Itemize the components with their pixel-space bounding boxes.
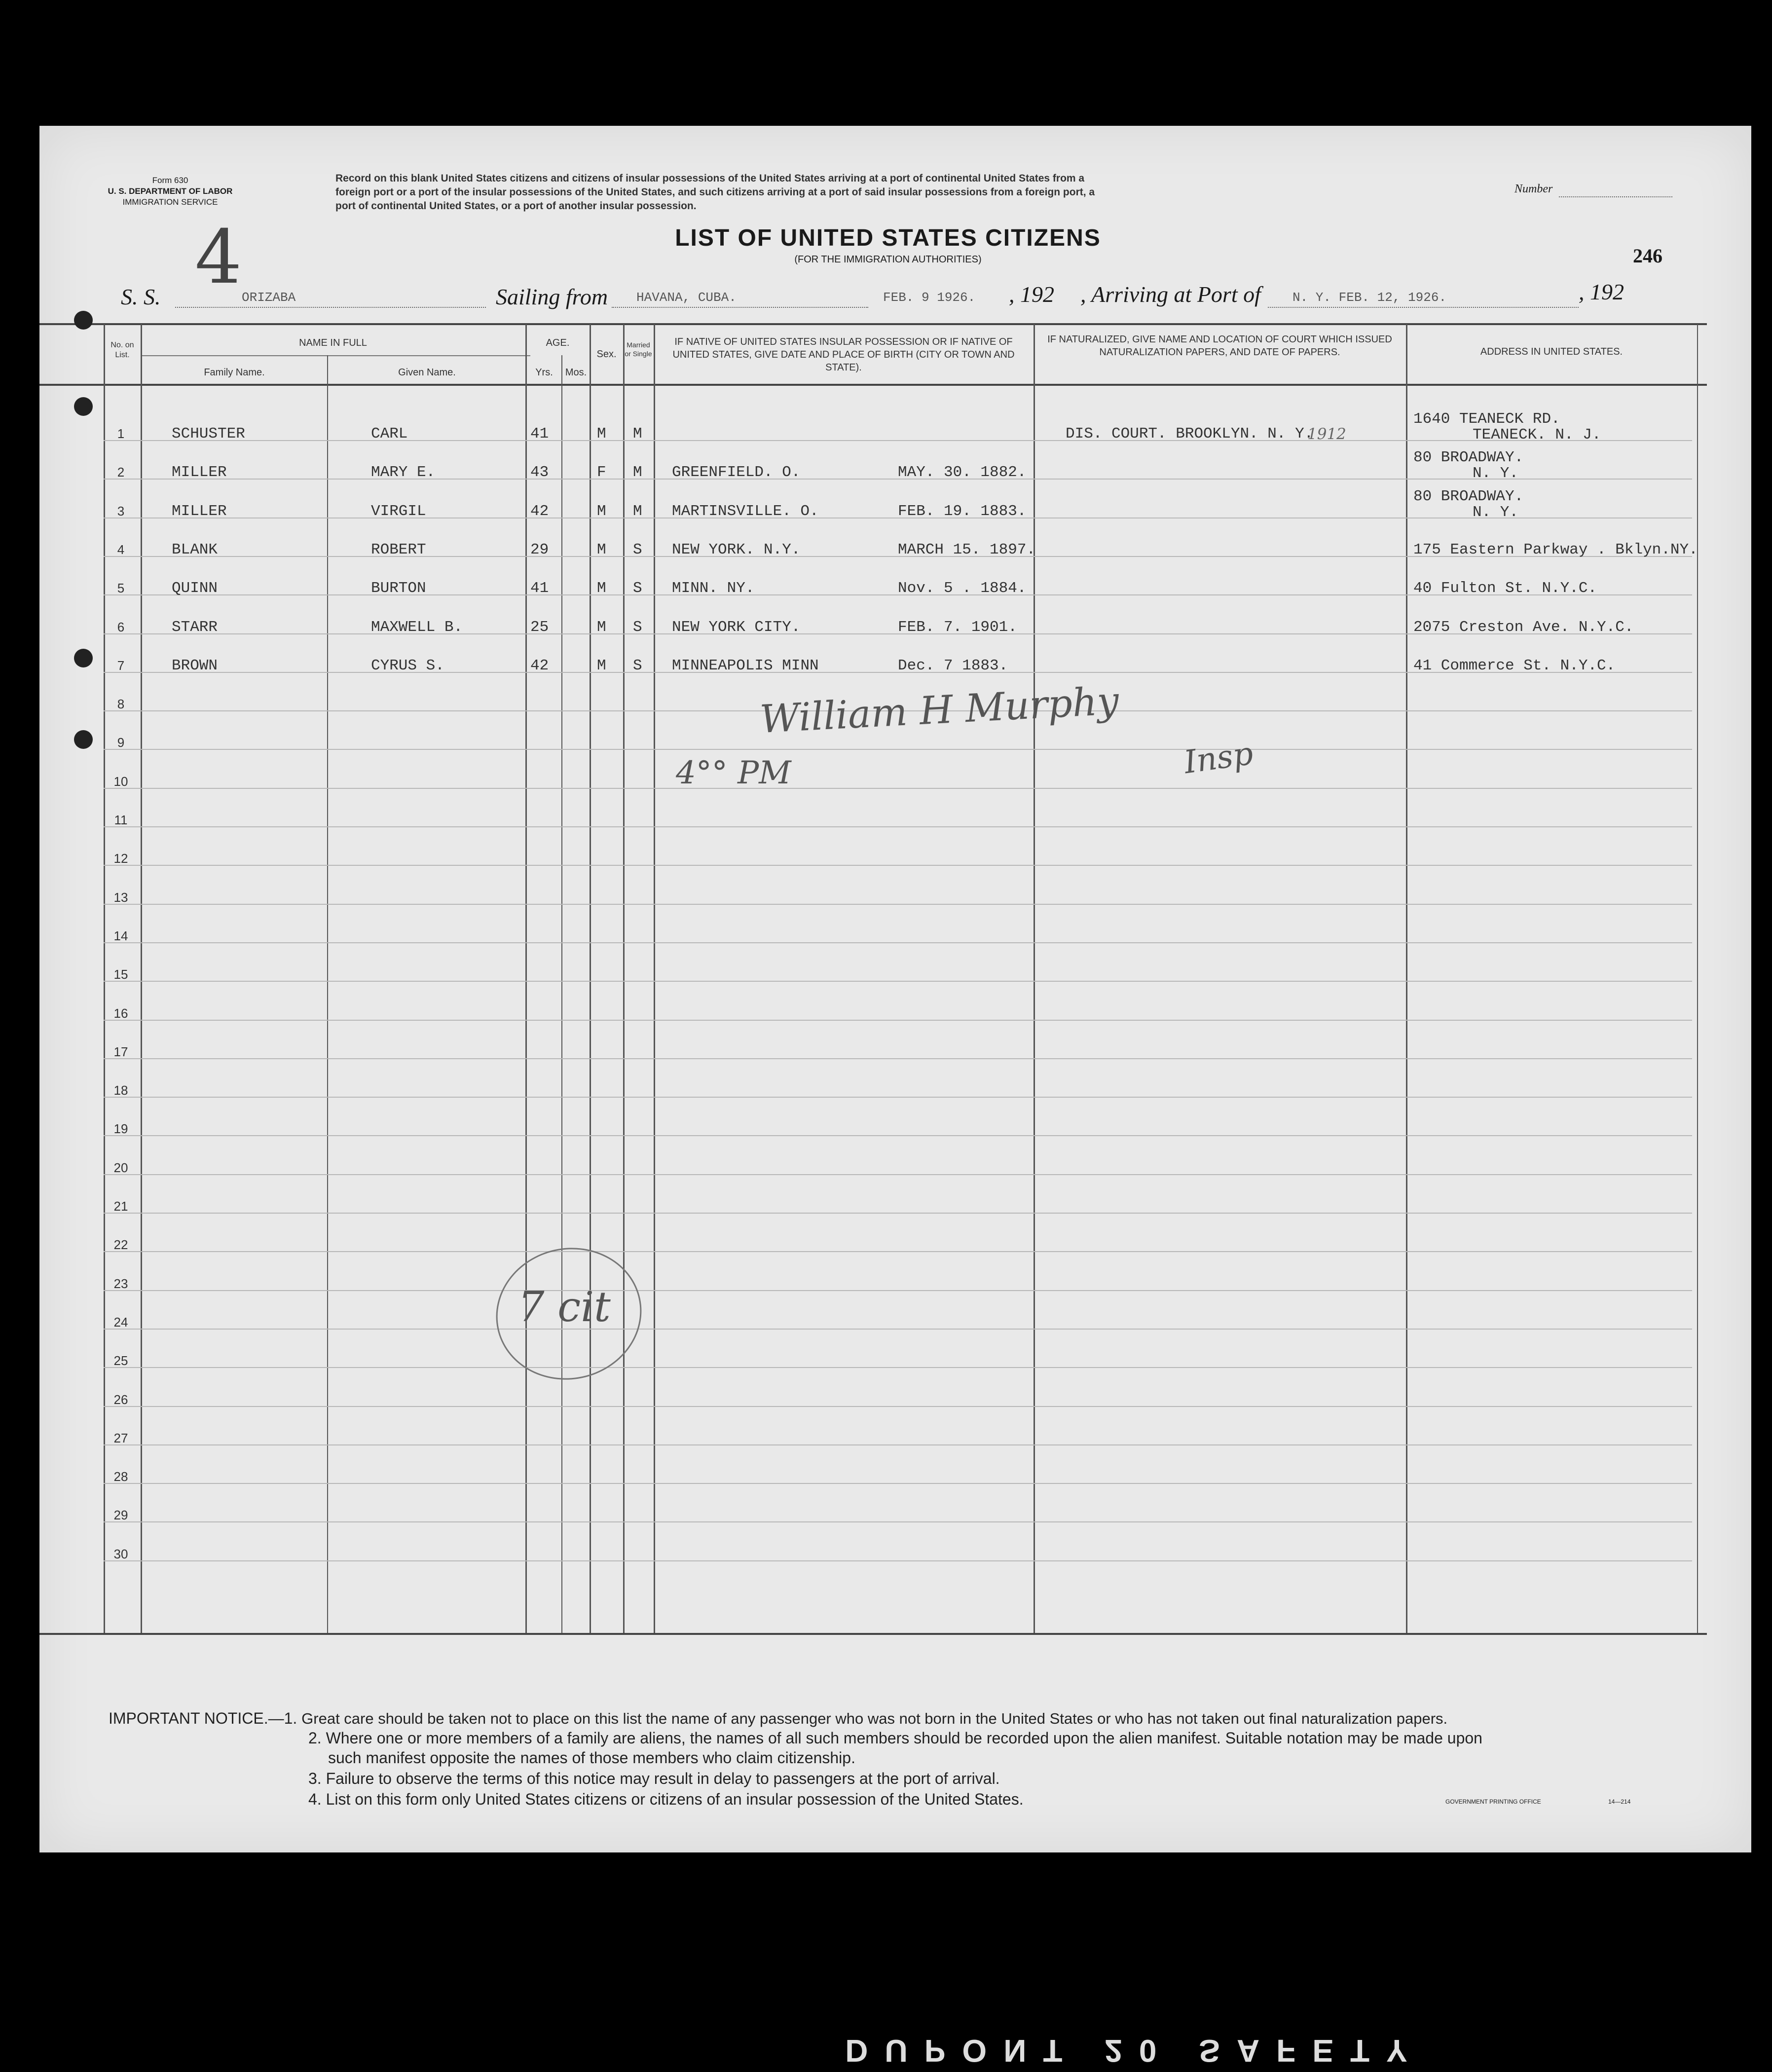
family-name-cell: BLANK [172, 541, 218, 558]
punch-hole [74, 397, 93, 416]
service-label: IMMIGRATION SERVICE [122, 197, 218, 207]
row-number: 16 [113, 1006, 128, 1021]
sailing-from-label: Sailing from [496, 284, 608, 309]
instructions [335, 172, 1450, 213]
birthdate-cell: FEB. 7. 1901. [898, 619, 1017, 636]
departure-port: HAVANA, CUBA. [636, 290, 737, 305]
address-line-2-cell: N. Y. [1473, 465, 1519, 482]
row-number: 7 [117, 658, 125, 673]
number-line [1559, 196, 1672, 197]
given-name-cell: MARY E. [371, 464, 436, 481]
col-divider-6 [590, 324, 591, 1633]
col-divider-3 [327, 355, 328, 1633]
sex-cell: M [597, 657, 606, 674]
family-name-cell: MILLER [172, 503, 227, 520]
departure-date: FEB. 9 1926. [883, 290, 976, 305]
notice-item-3: 3. Failure to observe the terms of this notice may result in delay to passengers at the port of arrival. [308, 1770, 1000, 1787]
given-name-cell: CARL [371, 425, 408, 443]
col-divider-9 [1034, 324, 1035, 1633]
row-rule [104, 1020, 1692, 1021]
row-number: 5 [117, 581, 125, 595]
row-number: 12 [113, 851, 128, 866]
subheader-rule [141, 355, 530, 356]
sex-cell: M [597, 580, 606, 597]
punch-hole [74, 311, 93, 330]
birthplace-cell: MARTINSVILLE. O. [672, 503, 819, 520]
address-cell: 41 Commerce St. N.Y.C. [1413, 657, 1616, 674]
header-age: AGE. [546, 337, 570, 348]
form-number: Form 630 [152, 176, 188, 185]
col-divider-5 [561, 355, 562, 1633]
header-marital-status: Married or Single [625, 341, 652, 358]
table-header-rule [39, 384, 1707, 386]
row-number: 3 [117, 504, 125, 518]
row-rule [104, 1058, 1692, 1059]
marital-status-cell: S [633, 657, 642, 674]
year-suffix-1: , 192 [1009, 282, 1054, 307]
birthdate-cell: MARCH 15. 1897. [898, 541, 1036, 558]
punch-hole [74, 649, 93, 667]
row-number: 1 [117, 426, 125, 441]
row-number: 4 [117, 542, 125, 557]
arrival-time: 4°° PM [676, 755, 791, 791]
arrival-port-date: N. Y. FEB. 12, 1926. [1292, 290, 1447, 305]
birthdate-cell: FEB. 19. 1883. [898, 503, 1027, 520]
table-bottom-rule [39, 1633, 1707, 1635]
row-rule [104, 1329, 1692, 1330]
header-months: Mos. [565, 367, 587, 378]
birthplace-cell: NEW YORK. N.Y. [672, 541, 801, 558]
year-suffix-2: , 192 [1579, 279, 1624, 304]
row-number: 15 [113, 967, 128, 982]
given-name-cell: BURTON [371, 580, 426, 597]
birthdate-cell: Dec. 7 1883. [898, 657, 1008, 674]
page-subtitle: (FOR THE IMMIGRATION AUTHORITIES) [794, 254, 982, 265]
row-rule [104, 865, 1692, 866]
row-rule [104, 1174, 1692, 1175]
given-name-cell: ROBERT [371, 541, 426, 558]
notice-item-2b: such manifest opposite the names of those members who claim citizenship. [328, 1749, 855, 1767]
sex-cell: M [597, 619, 606, 636]
col-divider-4 [525, 324, 527, 1633]
inspector-suffix: Insp [1181, 735, 1255, 781]
notice-item-4: 4. List on this form only United States citizens or citizens of an insular possession of the United States. [308, 1790, 1024, 1808]
header-family-name: Family Name. [204, 367, 265, 378]
page-number: 246 [1633, 245, 1662, 267]
age-cell: 42 [530, 503, 549, 520]
row-number: 17 [113, 1044, 128, 1059]
age-cell: 41 [530, 425, 549, 443]
form-identity [94, 175, 247, 208]
birthdate-cell: Nov. 5 . 1884. [898, 580, 1027, 597]
header-address: ADDRESS IN UNITED STATES. [1480, 346, 1623, 357]
row-rule [104, 1521, 1692, 1522]
row-number: 13 [113, 890, 128, 905]
header-birth: IF NATIVE OF UNITED STATES INSULAR POSSESSION OR IF NATIVE OF UNITED STATES, GIVE DATE AND PLACE OF BIRTH (CITY OR TOWN AND STATE). [672, 336, 1015, 373]
row-number: 23 [113, 1276, 128, 1291]
row-rule [104, 749, 1692, 750]
row-rule [104, 788, 1692, 789]
row-number: 6 [117, 620, 125, 634]
marital-status-cell: S [633, 541, 642, 558]
row-number: 30 [113, 1547, 128, 1561]
marital-status-cell: S [633, 580, 642, 597]
col-divider-2 [141, 324, 142, 1633]
age-cell: 25 [530, 619, 549, 636]
notice-label: IMPORTANT NOTICE.—1. [109, 1709, 297, 1727]
family-name-cell: BROWN [172, 657, 218, 674]
row-number: 24 [113, 1315, 128, 1330]
birthplace-cell: NEW YORK CITY. [672, 619, 801, 636]
address-line-2-cell: N. Y. [1473, 504, 1519, 521]
given-name-cell: VIRGIL [371, 503, 426, 520]
sex-cell: M [597, 425, 606, 443]
marital-status-cell: S [633, 619, 642, 636]
family-name-cell: MILLER [172, 464, 227, 481]
row-number: 9 [117, 735, 125, 750]
birthplace-cell: MINNEAPOLIS MINN [672, 657, 819, 674]
birthplace-cell: GREENFIELD. O. [672, 464, 801, 481]
marital-status-cell: M [633, 464, 642, 481]
given-name-cell: CYRUS S. [371, 657, 444, 674]
header-sex: Sex. [596, 349, 617, 360]
row-number: 28 [113, 1469, 128, 1484]
birthplace-cell: MINN. NY. [672, 580, 755, 597]
arrival-line [1268, 307, 1579, 308]
age-cell: 43 [530, 464, 549, 481]
address-cell: 40 Fulton St. N.Y.C. [1413, 580, 1597, 597]
row-number: 18 [113, 1083, 128, 1098]
row-number: 27 [113, 1431, 128, 1445]
ship-line [175, 307, 486, 308]
row-rule [104, 1560, 1692, 1561]
age-cell: 42 [530, 657, 549, 674]
circled-count: 7 cit [518, 1283, 611, 1331]
department-label: U. S. DEPARTMENT OF LABOR [108, 186, 233, 196]
row-number: 26 [113, 1392, 128, 1407]
age-cell: 29 [530, 541, 549, 558]
row-rule [104, 1290, 1692, 1291]
address-line-2-cell: TEANECK. N. J. [1473, 426, 1601, 444]
row-rule [104, 1367, 1692, 1368]
row-number: 10 [113, 774, 128, 789]
age-cell: 41 [530, 580, 549, 597]
film-edge-marking: DUPONT 20 SAFETY [845, 2033, 1424, 2069]
row-number: 21 [113, 1199, 128, 1214]
header-no-on-list: No. on List. [111, 341, 134, 359]
given-name-cell: MAXWELL B. [371, 619, 463, 636]
row-rule [104, 1213, 1692, 1214]
marital-status-cell: M [633, 425, 642, 443]
number-label: Number [1514, 183, 1553, 195]
notice-item-1 [109, 1709, 1447, 1728]
instructions-line-2: foreign port or a port of the insular possessions of the United States, and such citizens arriving at a port of said insular possessions from a foreign port, a [335, 186, 1095, 198]
departure-line [612, 307, 868, 308]
family-name-cell: STARR [172, 619, 218, 636]
header-naturalization: IF NATURALIZED, GIVE NAME AND LOCATION OF COURT WHICH ISSUED NATURALIZATION PAPERS, AND DATE OF PAPERS. [1047, 334, 1392, 358]
ship-name: ORIZABA [242, 290, 296, 305]
notice-item-2a: 2. Where one or more members of a family are aliens, the names of all such members should be recorded upon the alien manifest. Suitable notation may be made upon [308, 1729, 1482, 1747]
row-number: 8 [117, 697, 125, 711]
row-number: 25 [113, 1353, 128, 1368]
address-cell: 2075 Creston Ave. N.Y.C. [1413, 619, 1634, 636]
row-rule [104, 1251, 1692, 1252]
row-number: 2 [117, 465, 125, 480]
form-code: 14—214 [1608, 1798, 1631, 1805]
instructions-line-1: Record on this blank United States citizens and citizens of insular possessions of the United States arriving at a port of continental United States from a [335, 173, 1085, 184]
sex-cell: M [597, 503, 606, 520]
printer-mark: GOVERNMENT PRINTING OFFICE [1445, 1798, 1541, 1805]
row-rule [104, 1406, 1692, 1407]
inspector-signature: William H Murphy [759, 679, 1120, 742]
col-divider-7 [623, 324, 625, 1633]
row-number: 29 [113, 1508, 128, 1522]
row-rule [104, 904, 1692, 905]
notice-text-1: Great care should be taken not to place on this list the name of any passenger who was not born in the United States or who has not taken out final naturalization papers. [301, 1710, 1448, 1727]
row-rule [104, 826, 1692, 827]
address-cell: 80 BROADWAY. [1413, 449, 1524, 466]
header-name-in-full: NAME IN FULL [299, 337, 367, 348]
birthdate-cell: MAY. 30. 1882. [898, 464, 1027, 481]
col-divider-10 [1406, 324, 1407, 1633]
row-rule [104, 440, 1692, 441]
row-rule [104, 942, 1692, 943]
header-years: Yrs. [535, 367, 553, 378]
header-given-name: Given Name. [398, 367, 456, 378]
row-number: 11 [114, 813, 128, 827]
row-number: 14 [113, 928, 128, 943]
family-name-cell: SCHUSTER [172, 425, 245, 443]
arriving-label: , Arriving at Port of [1080, 282, 1261, 307]
col-divider-8 [654, 324, 655, 1633]
ss-label: S. S. [121, 284, 161, 309]
handwritten-list-number: 4 [195, 215, 242, 300]
row-rule [104, 981, 1692, 982]
address-cell: 175 Eastern Parkway . Bklyn.NY. [1413, 541, 1698, 558]
punch-hole [74, 730, 93, 749]
table-top-rule [39, 323, 1707, 325]
naturalization-year-cell: 1912 [1307, 425, 1346, 443]
naturalization-cell: DIS. COURT. BROOKLYN. N. Y. [1066, 425, 1314, 443]
row-rule [104, 1483, 1692, 1484]
row-rule [104, 1135, 1692, 1136]
sex-cell: M [597, 541, 606, 558]
row-number: 22 [113, 1237, 128, 1252]
address-cell: 80 BROADWAY. [1413, 488, 1524, 505]
row-rule [104, 1444, 1692, 1445]
row-number: 19 [113, 1121, 128, 1136]
sex-cell: F [597, 464, 606, 481]
instructions-line-3: port of continental United States, or a port of another insular possession. [335, 200, 697, 212]
marital-status-cell: M [633, 503, 642, 520]
page-title: LIST OF UNITED STATES CITIZENS [675, 225, 1101, 251]
address-cell: 1640 TEANECK RD. [1413, 410, 1560, 428]
family-name-cell: QUINN [172, 580, 218, 597]
col-divider-11 [1697, 324, 1698, 1633]
row-rule [104, 1097, 1692, 1098]
row-number: 20 [113, 1160, 128, 1175]
